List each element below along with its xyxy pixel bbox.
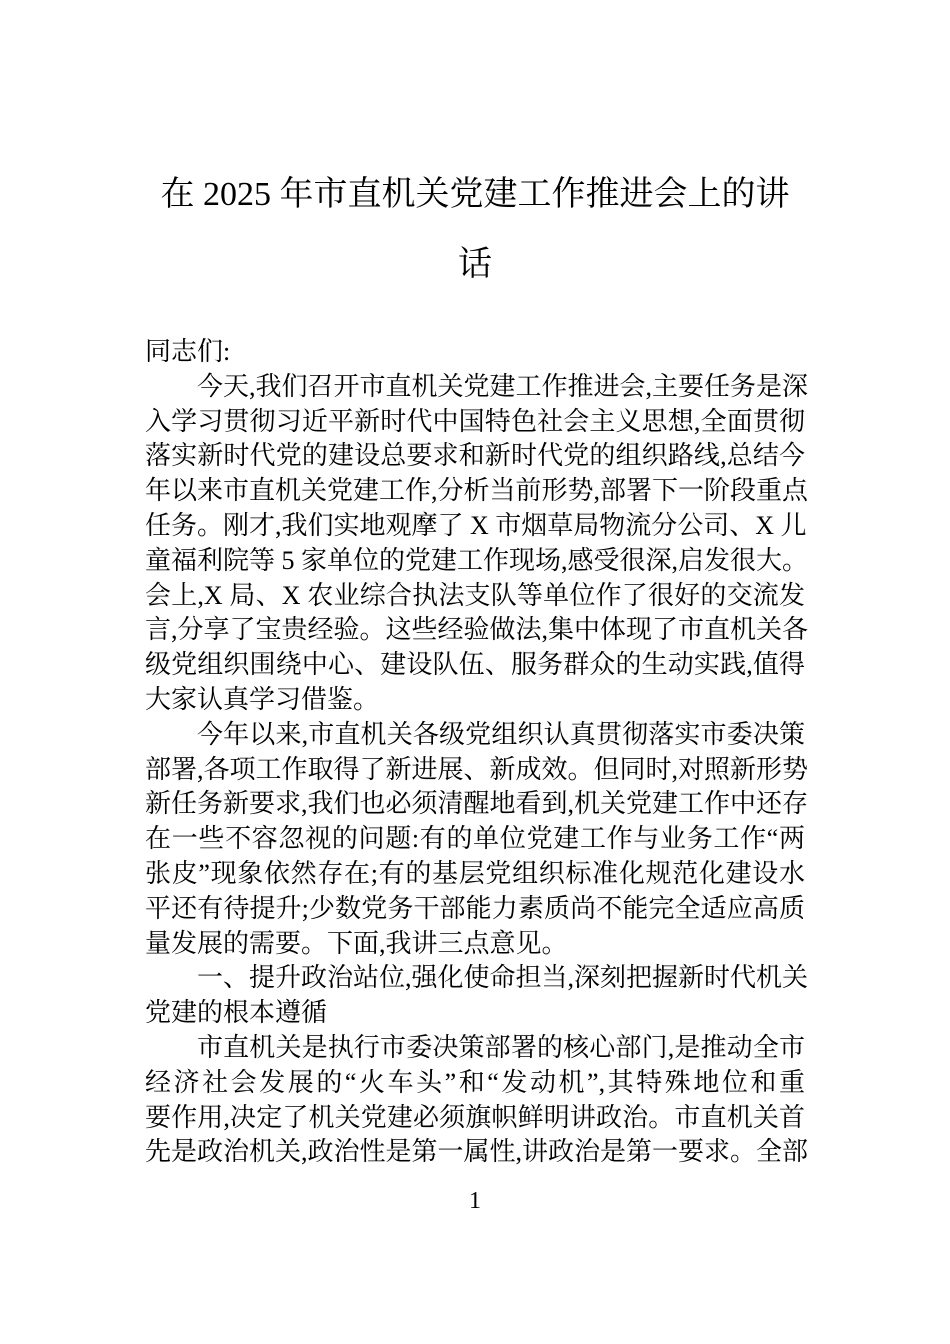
paragraph — [145, 1031, 809, 1170]
paragraph-line: 经济社会发展的“火车头”和“发动机”,其特殊地位和重 — [145, 1067, 805, 1097]
paragraph-line: 同志们: — [145, 337, 231, 366]
paragraph-line: 市直机关是执行市委决策部署的核心部门,是推动全市 — [197, 1032, 805, 1062]
paragraph-line: 级党组织围绕中心、建设队伍、服务群众的生动实践,值得 — [145, 650, 805, 680]
paragraph-line: 在一些不容忽视的问题:有的单位党建工作与业务工作“两 — [145, 824, 805, 854]
paragraph-line: 大家认真学习借鉴。 — [145, 684, 380, 714]
paragraph — [145, 335, 805, 370]
document-title-line-2: 话 — [458, 246, 492, 283]
document-title-line-1: 在 2025 年市直机关党建工作推进会上的讲 — [160, 176, 790, 213]
paragraph-line: 会上,X 局、X 农业综合执法支队等单位作了很好的交流发 — [145, 580, 805, 610]
paragraph-line: 新任务新要求,我们也必须清醒地看到,机关党建工作中还存 — [145, 789, 809, 819]
paragraph-line: 张皮”现象依然存在;有的基层党组织标准化规范化建设水 — [145, 858, 805, 888]
paragraph-line: 童福利院等 5 家单位的党建工作现场,感受很深,启发很大。 — [145, 545, 809, 575]
paragraph — [145, 961, 809, 1031]
paragraph-line: 言,分享了宝贵经验。这些经验做法,集中体现了市直机关各 — [145, 615, 809, 645]
page-number: 1 — [469, 1188, 481, 1214]
paragraph-line: 年以来市直机关党建工作,分析当前形势,部署下一阶段重点 — [145, 476, 809, 506]
paragraph-line: 入学习贯彻习近平新时代中国特色社会主义思想,全面贯彻 — [145, 406, 805, 436]
document-body — [145, 335, 809, 1170]
paragraph — [145, 370, 809, 718]
paragraph-line: 平还有待提升;少数党务干部能力素质尚不能完全适应高质 — [145, 893, 805, 923]
paragraph-line: 党建的根本遵循 — [145, 998, 328, 1028]
paragraph-line: 任务。刚才,我们实地观摩了 X 市烟草局物流分公司、X 儿 — [145, 510, 807, 540]
paragraph-line: 今天,我们召开市直机关党建工作推进会,主要任务是深 — [197, 371, 809, 401]
paragraph-line: 部署,各项工作取得了新进展、新成效。但同时,对照新形势 — [145, 754, 809, 784]
paragraph-line: 落实新时代党的建设总要求和新时代党的组织路线,总结今 — [145, 441, 805, 471]
paragraph — [145, 718, 809, 962]
paragraph-line: 要作用,决定了机关党建必须旗帜鲜明讲政治。市直机关首 — [145, 1102, 805, 1132]
paragraph-line: 先是政治机关,政治性是第一属性,讲政治是第一要求。全部 — [145, 1137, 809, 1167]
paragraph-line: 量发展的需要。下面,我讲三点意见。 — [145, 928, 568, 958]
paragraph-line: 一、提升政治站位,强化使命担当,深刻把握新时代机关 — [197, 963, 809, 993]
paragraph-line: 今年以来,市直机关各级党组织认真贯彻落实市委决策 — [197, 719, 805, 749]
